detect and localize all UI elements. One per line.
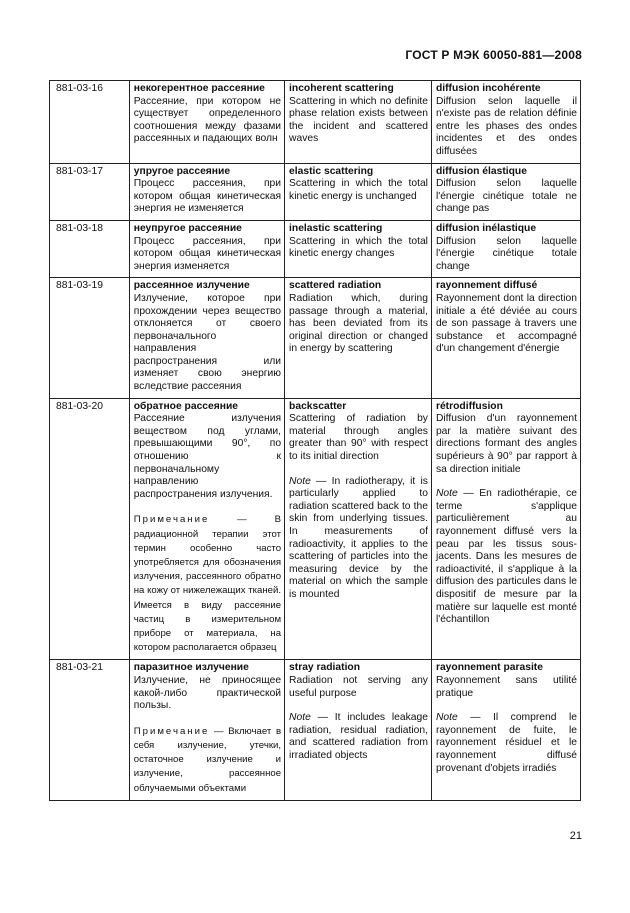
fr-note-label: Note [435,712,458,724]
en-term: stray radiation [289,662,361,674]
en-term: elastic scattering [289,165,374,177]
table-row [50,81,581,164]
en-note-text: — In radiotherapy, it is particularly applied to radiation scattered back to the skin from underlying tissues. In measurements of radioactivity, it applies to the scattering of particles into the measuring device by the material on which the sample is mounted [289,475,428,600]
fr-term: diffusion élastique [435,165,527,177]
ru-cell [129,278,284,398]
ru-note-label: Примечание [133,725,210,737]
table-row [50,278,581,398]
en-term: inelastic scattering [289,222,383,234]
term-code: 881-03-17 [50,163,130,220]
table-row [50,220,581,277]
en-definition: Scattering in which the total kinetic energy is unchanged [289,178,428,202]
ru-term: некогерентное рассеяние [133,83,265,94]
ru-term: обратное рассеяние [133,400,239,412]
fr-cell [431,398,580,660]
en-cell [285,81,432,164]
ru-note-label: Примечание [133,514,210,526]
fr-cell [431,220,580,277]
ru-note-text: — В радиационной терапии этот термин особенно часто употребляется для обозначения излучения, рассеянного обратно на кожу от нижележащих тканей. Имеется в виду рассеяние частиц в измерительном приборе от материала, на котором располагается образец [133,514,282,654]
en-term: backscatter [289,400,347,412]
ru-definition: Рассеяние излучения веществом под углами, превышающими 90°, по отношению к первоначальному направлению распространения излучения. [133,413,282,500]
ru-definition: Рассеяние, при котором не существует определенного соотношения между фазами рассеянных и падающих волн [133,95,282,145]
fr-definition: Rayonnement dont la direction initiale a été déviée au cours de son passage à travers une substance et accompagné d'un changement d'énergie [435,292,577,355]
fr-note-label: Note [435,488,458,500]
en-cell [285,398,432,660]
fr-term: rayonnement diffusé [435,280,538,292]
en-definition: Scattering of radiation by material through angles greater than 90° with respect to its initial direction [289,413,428,463]
ru-cell [129,163,284,220]
ru-definition: Излучение, не приносящее какой-либо практической пользы. [133,675,282,712]
ru-cell [129,398,284,660]
en-definition: Radiation which, during passage through a material, has been deviated from its original direction or changed in energy by scattering [289,292,428,355]
fr-definition: Diffusion selon laquelle il n'existe pas de relation définie entre les phases des ondes incidentes et des ondes diffusées [435,95,577,157]
en-note-label: Note [289,712,311,724]
term-code: 881-03-20 [50,398,130,660]
en-cell [285,660,432,800]
fr-definition: Rayonnement sans utilité pratique [435,675,577,699]
table-row [50,398,581,660]
en-definition: Scattering in which the total kinetic energy changes [289,235,428,260]
en-note [289,476,428,602]
fr-term: diffusion inélastique [435,222,537,234]
ru-cell [129,81,284,164]
ru-cell [129,660,284,800]
en-definition: Scattering in which no definite phase relation exists between the incident and scattered waves [289,95,428,145]
term-code: 881-03-18 [50,220,130,277]
fr-note-text: — En radiothérapie, ce terme s'applique particulièrement au rayonnement diffusé vers la peau par les tissus sous-jacents. Dans les mesures de radioactivité, il s'applique à la diffusion des particules dans le dispositif de mesure par la matière sur laquelle est monté l'échantillon [435,488,577,626]
ru-definition: Излучение, которое при прохождении через вещество отклоняется от своего первоначального направления распространения или изменяет свою энергию вследствие рассеяния [133,292,282,393]
ru-note [134,725,281,796]
fr-note [436,488,577,627]
en-cell [285,278,432,398]
fr-term: rétrodiffusion [435,400,503,412]
fr-term: rayonnement parasite [435,662,543,674]
ru-definition: Процесс рассеяния, при котором общая кинетическая энергия не изменяется [133,178,282,215]
ru-cell [129,220,284,277]
en-term: incoherent scattering [289,83,394,94]
ru-term: рассеянное излучение [133,280,250,292]
page-number: 21 [569,830,582,842]
ru-definition: Процесс рассеяния, при котором общая кинетическая энергия изменяется [133,235,282,272]
en-note-label: Note [289,475,311,487]
terms-table [49,80,581,801]
fr-cell [431,163,580,220]
term-code: 881-03-16 [50,81,130,164]
standard-header: ГОСТ Р МЭК 60050-881—2008 [405,48,582,62]
en-note-text: — It includes leakage radiation, residual radiation, and scattered radiation from irradiated objects [289,712,428,761]
fr-definition: Diffusion selon laquelle l'énergie cinétique totale ne change pas [435,178,577,215]
fr-definition: Diffusion d'un rayonnement par la matière suivant des directions formant des angles supérieurs à 90° par rapport à sa direction initiale [435,413,577,475]
ru-term: неупругое рассеяние [133,222,242,234]
term-code: 881-03-21 [50,660,130,800]
fr-definition: Diffusion selon laquelle l'énergie cinétique totale change [435,235,577,272]
ru-term: упругое рассеяние [133,165,231,177]
en-term: scattered radiation [289,280,382,292]
ru-term: паразитное излучение [133,662,249,674]
table-row [50,163,581,220]
en-note [289,712,428,762]
en-cell [285,163,432,220]
en-cell [285,220,432,277]
fr-cell [431,81,580,164]
fr-note [436,712,577,775]
fr-cell [431,660,580,800]
table-row [50,660,581,800]
fr-cell [431,278,580,398]
term-code: 881-03-19 [50,278,130,398]
ru-note-text: — Включает в себя излучение, утечки, остаточное излучение и излучение, рассеянное облучаемыми объектами [133,725,282,794]
ru-note [134,513,281,655]
fr-note-text: — Il comprend le rayonnement de fuite, le rayonnement résiduel et le rayonnement diffusé provenant d'objets irradiés [435,712,577,774]
fr-term: diffusion incohérente [435,83,541,94]
en-definition: Radiation not serving any useful purpose [289,675,428,699]
